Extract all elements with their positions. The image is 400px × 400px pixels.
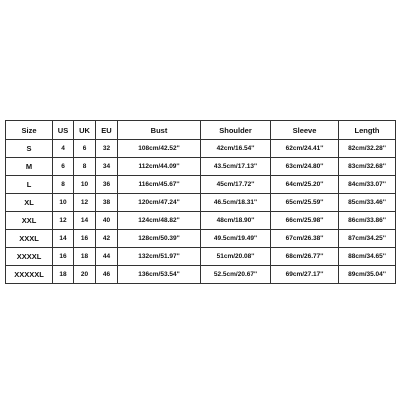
header-us: US — [53, 121, 74, 140]
cell-eu: 40 — [96, 212, 118, 230]
table-row — [6, 158, 396, 176]
cell-uk: 10 — [74, 176, 96, 194]
size-chart-body — [6, 140, 396, 284]
cell-us: 8 — [53, 176, 74, 194]
header-eu: EU — [96, 121, 118, 140]
header-uk: UK — [74, 121, 96, 140]
cell-size: L — [6, 176, 53, 194]
table-row — [6, 212, 396, 230]
header-sleeve: Sleeve — [271, 121, 339, 140]
cell-sleeve: 69cm/27.17'' — [271, 266, 339, 284]
cell-bust: 124cm/48.82'' — [118, 212, 201, 230]
cell-size: XXXXL — [6, 248, 53, 266]
cell-sleeve: 68cm/26.77'' — [271, 248, 339, 266]
cell-shoulder: 52.5cm/20.67'' — [201, 266, 271, 284]
cell-bust: 128cm/50.39'' — [118, 230, 201, 248]
cell-eu: 38 — [96, 194, 118, 212]
cell-uk: 20 — [74, 266, 96, 284]
cell-sleeve: 67cm/26.38'' — [271, 230, 339, 248]
cell-us: 4 — [53, 140, 74, 158]
cell-bust: 116cm/45.67'' — [118, 176, 201, 194]
cell-sleeve: 66cm/25.98'' — [271, 212, 339, 230]
cell-size: XL — [6, 194, 53, 212]
cell-us: 12 — [53, 212, 74, 230]
cell-size: XXL — [6, 212, 53, 230]
cell-length: 82cm/32.28'' — [339, 140, 396, 158]
cell-bust: 108cm/42.52'' — [118, 140, 201, 158]
cell-uk: 16 — [74, 230, 96, 248]
size-chart-table — [5, 120, 396, 284]
cell-eu: 42 — [96, 230, 118, 248]
cell-shoulder: 48cm/18.90'' — [201, 212, 271, 230]
cell-eu: 34 — [96, 158, 118, 176]
cell-bust: 112cm/44.09'' — [118, 158, 201, 176]
cell-length: 85cm/33.46'' — [339, 194, 396, 212]
cell-eu: 46 — [96, 266, 118, 284]
cell-shoulder: 42cm/16.54'' — [201, 140, 271, 158]
cell-sleeve: 63cm/24.80'' — [271, 158, 339, 176]
cell-shoulder: 43.5cm/17.13'' — [201, 158, 271, 176]
cell-sleeve: 62cm/24.41'' — [271, 140, 339, 158]
cell-length: 86cm/33.86'' — [339, 212, 396, 230]
cell-size: XXXXXL — [6, 266, 53, 284]
header-shoulder: Shoulder — [201, 121, 271, 140]
cell-us: 6 — [53, 158, 74, 176]
cell-bust: 120cm/47.24'' — [118, 194, 201, 212]
cell-eu: 36 — [96, 176, 118, 194]
cell-bust: 136cm/53.54'' — [118, 266, 201, 284]
cell-uk: 12 — [74, 194, 96, 212]
cell-uk: 18 — [74, 248, 96, 266]
cell-shoulder: 46.5cm/18.31'' — [201, 194, 271, 212]
cell-size: M — [6, 158, 53, 176]
cell-length: 84cm/33.07'' — [339, 176, 396, 194]
cell-bust: 132cm/51.97'' — [118, 248, 201, 266]
cell-shoulder: 45cm/17.72'' — [201, 176, 271, 194]
table-row — [6, 230, 396, 248]
cell-uk: 8 — [74, 158, 96, 176]
cell-uk: 6 — [74, 140, 96, 158]
header-bust: Bust — [118, 121, 201, 140]
cell-size: XXXL — [6, 230, 53, 248]
table-row — [6, 176, 396, 194]
header-row — [6, 121, 396, 140]
cell-size: S — [6, 140, 53, 158]
cell-eu: 32 — [96, 140, 118, 158]
header-size: Size — [6, 121, 53, 140]
cell-us: 14 — [53, 230, 74, 248]
cell-us: 16 — [53, 248, 74, 266]
cell-us: 10 — [53, 194, 74, 212]
cell-uk: 14 — [74, 212, 96, 230]
cell-shoulder: 51cm/20.08'' — [201, 248, 271, 266]
header-length: Length — [339, 121, 396, 140]
cell-sleeve: 64cm/25.20'' — [271, 176, 339, 194]
table-row — [6, 194, 396, 212]
cell-length: 87cm/34.25'' — [339, 230, 396, 248]
cell-eu: 44 — [96, 248, 118, 266]
table-row — [6, 140, 396, 158]
cell-shoulder: 49.5cm/19.49'' — [201, 230, 271, 248]
cell-sleeve: 65cm/25.59'' — [271, 194, 339, 212]
cell-length: 88cm/34.65'' — [339, 248, 396, 266]
cell-length: 83cm/32.68'' — [339, 158, 396, 176]
table-row — [6, 248, 396, 266]
cell-us: 18 — [53, 266, 74, 284]
cell-length: 89cm/35.04'' — [339, 266, 396, 284]
table-row — [6, 266, 396, 284]
